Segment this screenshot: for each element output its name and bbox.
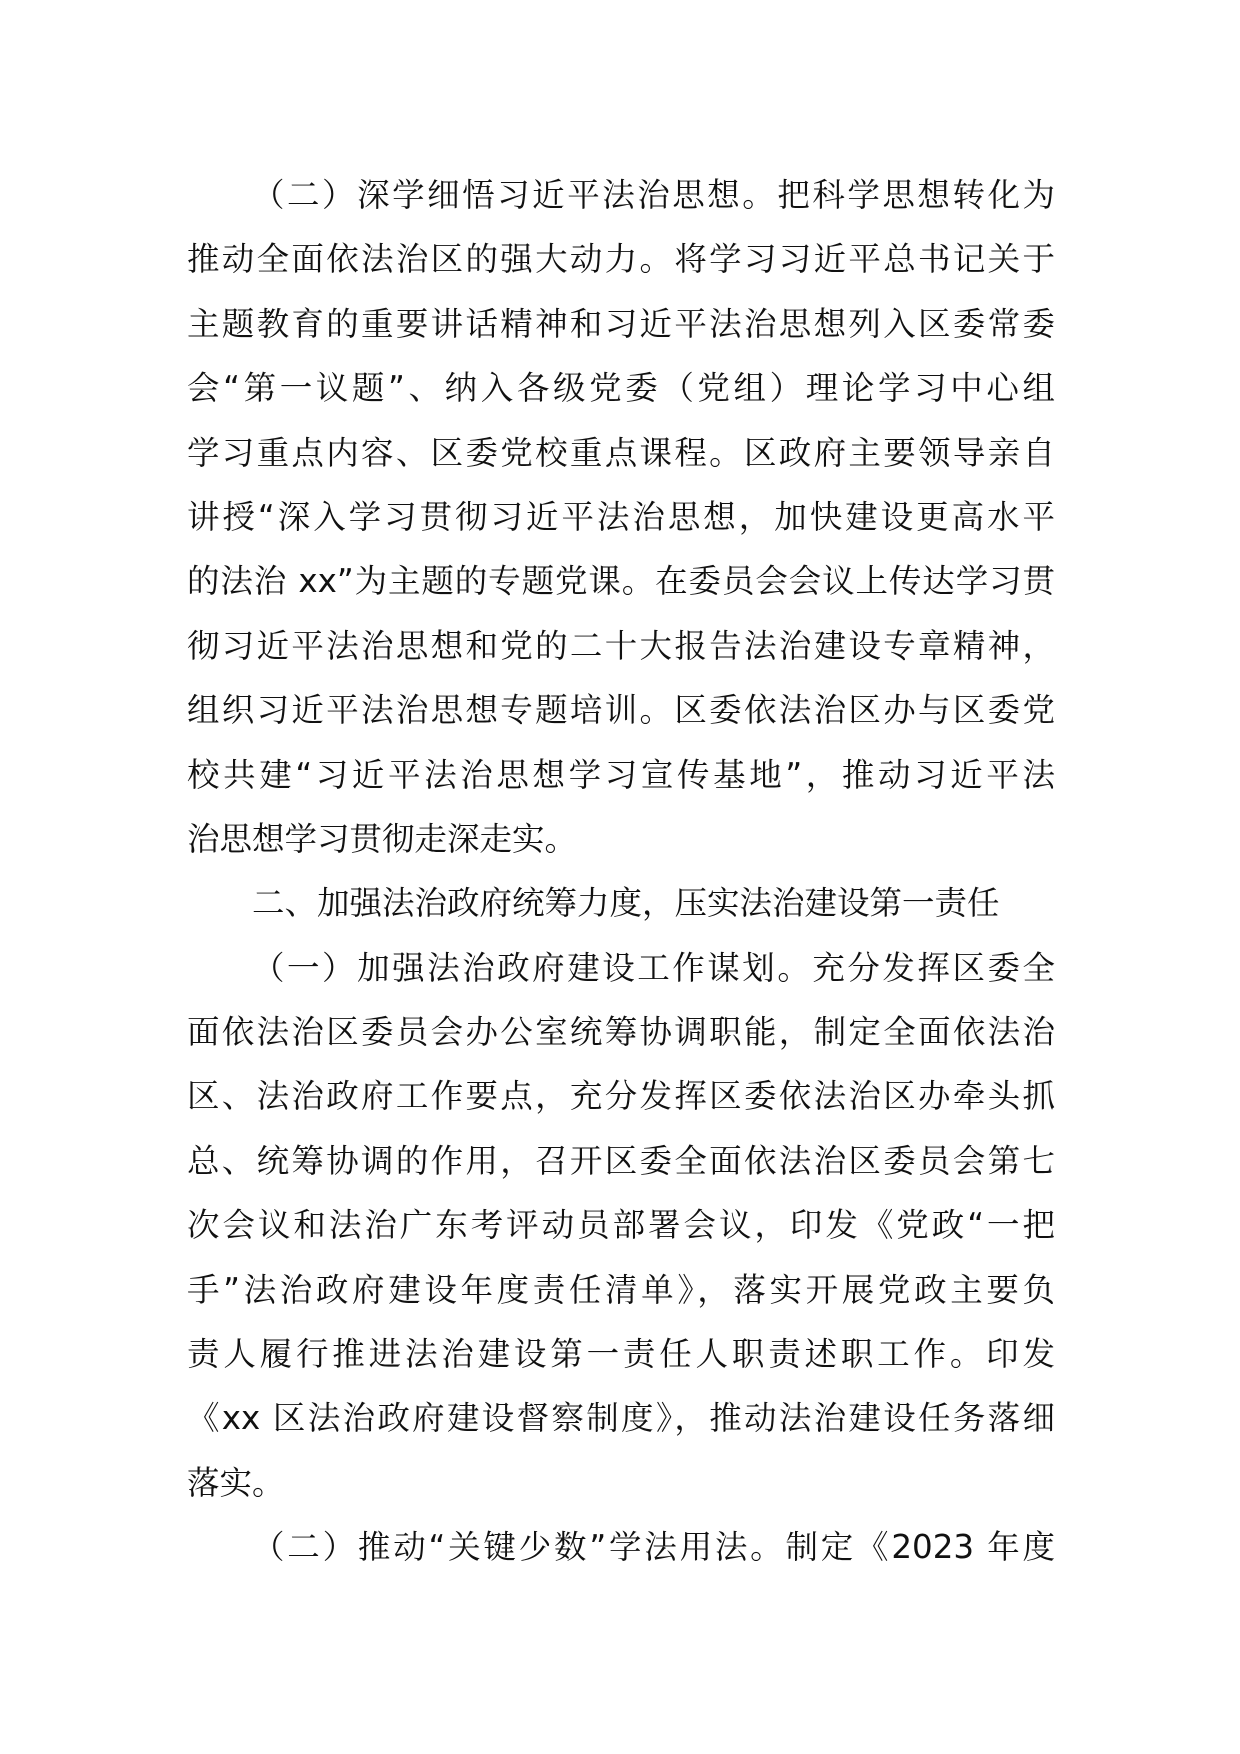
- paragraph-line: 总、统筹协调的作用，召开区委全面依法治区委员会第七: [187, 1141, 1055, 1180]
- paragraph-line: 讲授“深入学习贯彻习近平法治思想，加快建设更高水平: [187, 497, 1055, 536]
- document-body: [187, 163, 1055, 1580]
- paragraph-line: 校共建“习近平法治思想学习宣传基地”，推动习近平法: [187, 755, 1055, 794]
- paragraph-line: 组织习近平法治思想专题培训。区委依法治区办与区委党: [187, 691, 1055, 730]
- section-heading: 二、加强法治政府统筹力度，压实法治建设第一责任: [252, 884, 1000, 923]
- paragraph-line: 区、法治政府工作要点，充分发挥区委依法治区办牵头抓: [187, 1077, 1055, 1116]
- paragraph-line: 的法治 xx”为主题的专题党课。在委员会会议上传达学习贯: [187, 562, 1055, 601]
- paragraph-line: （二）推动“关键少数”学法用法。制定《2023 年度: [252, 1528, 1055, 1567]
- paragraph-line: （二）深学细悟习近平法治思想。把科学思想转化为: [252, 176, 1055, 214]
- paragraph-line: 主题教育的重要讲话精神和习近平法治思想列入区委常委: [187, 304, 1055, 343]
- paragraph-line: 面依法治区委员会办公室统筹协调职能，制定全面依法治: [187, 1013, 1055, 1052]
- paragraph-line: 落实。: [187, 1463, 285, 1502]
- paragraph-line: （一）加强法治政府建设工作谋划。充分发挥区委全: [252, 948, 1055, 987]
- paragraph-line: 责人履行推进法治建设第一责任人职责述职工作。印发: [187, 1335, 1055, 1374]
- paragraph-line: 次会议和法治广东考评动员部署会议，印发《党政“一把: [187, 1206, 1055, 1245]
- paragraph-line: 会“第一议题”、纳入各级党委（党组）理论学习中心组: [187, 369, 1055, 408]
- paragraph-line: 学习重点内容、区委党校重点课程。区政府主要领导亲自: [187, 433, 1055, 472]
- paragraph-line: 推动全面依法治区的强大动力。将学习习近平总书记关于: [187, 240, 1055, 279]
- paragraph-line: 手”法治政府建设年度责任清单》，落实开展党政主要负: [187, 1270, 1055, 1309]
- paragraph-line: 治思想学习贯彻走深走实。: [187, 819, 578, 858]
- paragraph-line: 彻习近平法治思想和党的二十大报告法治建设专章精神，: [187, 626, 1055, 665]
- paragraph-line: 《xx 区法治政府建设督察制度》，推动法治建设任务落细: [187, 1399, 1055, 1438]
